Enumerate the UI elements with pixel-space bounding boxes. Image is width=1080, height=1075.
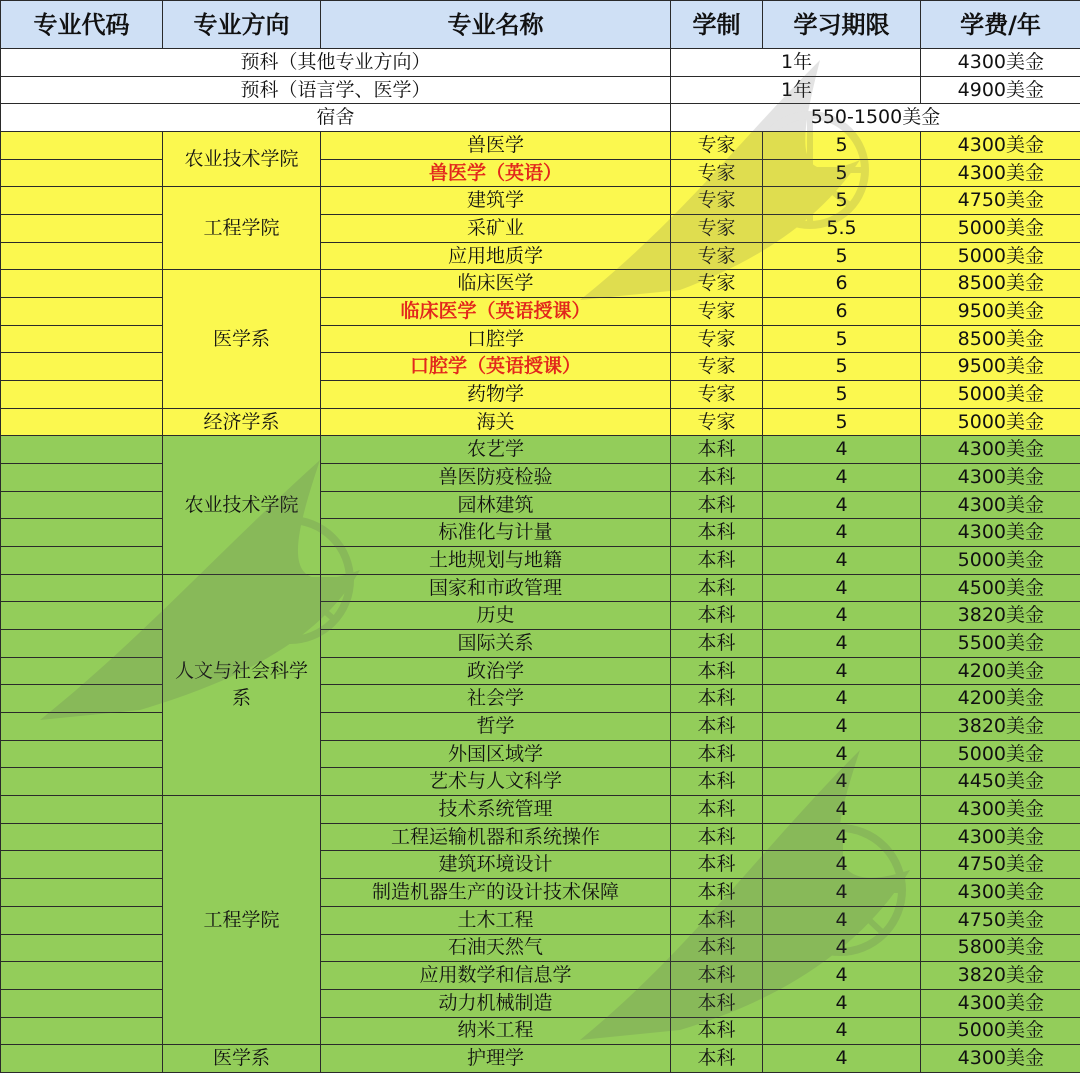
- fee-cell: 4300美金: [921, 464, 1080, 492]
- table-row: [1, 353, 1080, 381]
- fee-cell: 4750美金: [921, 851, 1080, 879]
- degree-cell: 本科: [671, 823, 763, 851]
- major-code-cell: [1, 823, 163, 851]
- table-row: [1, 630, 1080, 658]
- fee-cell: 3820美金: [921, 602, 1080, 630]
- table-row: [1, 325, 1080, 353]
- table-row: [1, 159, 1080, 187]
- prep-fee: 4900美金: [921, 76, 1080, 104]
- years-cell: 4: [763, 1045, 921, 1073]
- table-row: [1, 989, 1080, 1017]
- degree-cell: 本科: [671, 547, 763, 575]
- degree-cell: 本科: [671, 491, 763, 519]
- prep-period: 1年: [671, 76, 921, 104]
- major-name-cell: 口腔学（英语授课）: [321, 353, 671, 381]
- years-cell: 4: [763, 740, 921, 768]
- years-cell: 4: [763, 1017, 921, 1045]
- years-cell: 5: [763, 325, 921, 353]
- years-cell: 5: [763, 353, 921, 381]
- years-cell: 4: [763, 879, 921, 907]
- major-code-cell: [1, 270, 163, 298]
- major-name-cell: 应用数学和信息学: [321, 962, 671, 990]
- prep-name: 预科（语言学、医学）: [1, 76, 671, 104]
- degree-cell: 本科: [671, 685, 763, 713]
- table-row: [1, 768, 1080, 796]
- dept-cell: 工程学院: [163, 187, 321, 270]
- major-code-cell: [1, 1017, 163, 1045]
- table-row: [1, 906, 1080, 934]
- major-code-cell: [1, 989, 163, 1017]
- dorm-price: 550-1500美金: [671, 104, 1080, 132]
- prep-fee: 4300美金: [921, 49, 1080, 77]
- degree-cell: 本科: [671, 906, 763, 934]
- major-code-cell: [1, 519, 163, 547]
- fee-cell: 3820美金: [921, 962, 1080, 990]
- dept-cell: 医学系: [163, 1045, 321, 1073]
- years-cell: 5: [763, 381, 921, 409]
- major-name-cell: 国家和市政管理: [321, 574, 671, 602]
- major-name-cell: 临床医学: [321, 270, 671, 298]
- fee-cell: 4300美金: [921, 132, 1080, 160]
- major-code-cell: [1, 491, 163, 519]
- degree-cell: 本科: [671, 436, 763, 464]
- major-code-cell: [1, 740, 163, 768]
- dept-cell: 经济学系: [163, 408, 321, 436]
- table-row: [1, 132, 1080, 160]
- major-code-cell: [1, 906, 163, 934]
- major-code-cell: [1, 325, 163, 353]
- table-row: [1, 879, 1080, 907]
- years-cell: 5: [763, 132, 921, 160]
- years-cell: 4: [763, 768, 921, 796]
- degree-cell: 专家: [671, 159, 763, 187]
- years-cell: 4: [763, 851, 921, 879]
- degree-cell: 专家: [671, 298, 763, 326]
- table-row: [1, 436, 1080, 464]
- degree-cell: 专家: [671, 353, 763, 381]
- dept-cell: 人文与社会科学系: [163, 574, 321, 795]
- years-cell: 4: [763, 989, 921, 1017]
- major-name-cell: 哲学: [321, 713, 671, 741]
- fee-cell: 9500美金: [921, 353, 1080, 381]
- major-code-cell: [1, 353, 163, 381]
- years-cell: 5: [763, 408, 921, 436]
- years-cell: 5.5: [763, 215, 921, 243]
- table-row: [1, 1017, 1080, 1045]
- table-row: [1, 215, 1080, 243]
- fee-cell: 5000美金: [921, 215, 1080, 243]
- major-name-cell: 土木工程: [321, 906, 671, 934]
- major-name-cell: 采矿业: [321, 215, 671, 243]
- table-row: [1, 685, 1080, 713]
- degree-cell: 专家: [671, 325, 763, 353]
- table-row: [1, 1045, 1080, 1073]
- dept-cell: 医学系: [163, 270, 321, 408]
- degree-cell: 专家: [671, 408, 763, 436]
- header-major-name: 专业名称: [321, 1, 671, 49]
- degree-cell: 本科: [671, 796, 763, 824]
- major-name-cell: 海关: [321, 408, 671, 436]
- major-name-cell: 建筑学: [321, 187, 671, 215]
- years-cell: 4: [763, 491, 921, 519]
- header-major-direction: 专业方向: [163, 1, 321, 49]
- major-code-cell: [1, 934, 163, 962]
- major-name-cell: 外国区域学: [321, 740, 671, 768]
- major-name-cell: 政治学: [321, 657, 671, 685]
- major-code-cell: [1, 381, 163, 409]
- fee-cell: 4200美金: [921, 685, 1080, 713]
- fee-cell: 4300美金: [921, 879, 1080, 907]
- years-cell: 6: [763, 270, 921, 298]
- degree-cell: 专家: [671, 270, 763, 298]
- major-name-cell: 兽医学（英语）: [321, 159, 671, 187]
- degree-cell: 专家: [671, 381, 763, 409]
- major-name-cell: 建筑环境设计: [321, 851, 671, 879]
- fee-cell: 5000美金: [921, 547, 1080, 575]
- major-code-cell: [1, 713, 163, 741]
- fee-cell: 4300美金: [921, 491, 1080, 519]
- table-row: [1, 657, 1080, 685]
- table-row: [1, 242, 1080, 270]
- major-name-cell: 技术系统管理: [321, 796, 671, 824]
- major-code-cell: [1, 408, 163, 436]
- table-row: [1, 547, 1080, 575]
- dorm-row: [1, 104, 1080, 132]
- major-code-cell: [1, 436, 163, 464]
- fee-cell: 4750美金: [921, 906, 1080, 934]
- major-code-cell: [1, 685, 163, 713]
- years-cell: 4: [763, 602, 921, 630]
- fee-cell: 4200美金: [921, 657, 1080, 685]
- major-name-cell: 应用地质学: [321, 242, 671, 270]
- major-name-cell: 国际关系: [321, 630, 671, 658]
- fee-cell: 5000美金: [921, 740, 1080, 768]
- fee-cell: 4300美金: [921, 796, 1080, 824]
- years-cell: 5: [763, 187, 921, 215]
- fee-cell: 9500美金: [921, 298, 1080, 326]
- degree-cell: 本科: [671, 1045, 763, 1073]
- fee-cell: 3820美金: [921, 713, 1080, 741]
- major-code-cell: [1, 796, 163, 824]
- table-row: [1, 519, 1080, 547]
- prep-row: [1, 49, 1080, 77]
- degree-cell: 本科: [671, 602, 763, 630]
- years-cell: 4: [763, 630, 921, 658]
- fee-cell: 4300美金: [921, 519, 1080, 547]
- major-code-cell: [1, 298, 163, 326]
- fee-cell: 4300美金: [921, 159, 1080, 187]
- degree-cell: 本科: [671, 657, 763, 685]
- header-degree: 学制: [671, 1, 763, 49]
- degree-cell: 专家: [671, 187, 763, 215]
- major-name-cell: 兽医防疫检验: [321, 464, 671, 492]
- major-code-cell: [1, 215, 163, 243]
- table-row: [1, 464, 1080, 492]
- dept-cell: 农业技术学院: [163, 436, 321, 574]
- fee-cell: 5000美金: [921, 381, 1080, 409]
- table-row: [1, 602, 1080, 630]
- table-row: [1, 187, 1080, 215]
- degree-cell: 本科: [671, 879, 763, 907]
- table-row: [1, 796, 1080, 824]
- years-cell: 4: [763, 906, 921, 934]
- major-code-cell: [1, 962, 163, 990]
- major-code-cell: [1, 851, 163, 879]
- degree-cell: 专家: [671, 215, 763, 243]
- years-cell: 4: [763, 796, 921, 824]
- table-row: [1, 408, 1080, 436]
- major-code-cell: [1, 159, 163, 187]
- table-row: [1, 851, 1080, 879]
- fee-cell: 5500美金: [921, 630, 1080, 658]
- major-name-cell: 历史: [321, 602, 671, 630]
- major-name-cell: 社会学: [321, 685, 671, 713]
- major-name-cell: 工程运输机器和系统操作: [321, 823, 671, 851]
- table-row: [1, 298, 1080, 326]
- degree-cell: 本科: [671, 574, 763, 602]
- dept-cell: 农业技术学院: [163, 132, 321, 187]
- fee-cell: 5800美金: [921, 934, 1080, 962]
- fee-cell: 5000美金: [921, 408, 1080, 436]
- fee-cell: 4300美金: [921, 989, 1080, 1017]
- major-code-cell: [1, 547, 163, 575]
- header-study-period: 学习期限: [763, 1, 921, 49]
- major-code-cell: [1, 602, 163, 630]
- prep-row: [1, 76, 1080, 104]
- major-code-cell: [1, 879, 163, 907]
- fee-cell: 4450美金: [921, 768, 1080, 796]
- years-cell: 4: [763, 823, 921, 851]
- years-cell: 4: [763, 464, 921, 492]
- years-cell: 4: [763, 547, 921, 575]
- years-cell: 4: [763, 685, 921, 713]
- major-name-cell: 兽医学: [321, 132, 671, 160]
- fee-cell: 4300美金: [921, 436, 1080, 464]
- major-name-cell: 土地规划与地籍: [321, 547, 671, 575]
- major-code-cell: [1, 132, 163, 160]
- fee-cell: 4300美金: [921, 823, 1080, 851]
- major-name-cell: 临床医学（英语授课）: [321, 298, 671, 326]
- degree-cell: 本科: [671, 768, 763, 796]
- degree-cell: 本科: [671, 740, 763, 768]
- table-row: [1, 381, 1080, 409]
- major-code-cell: [1, 630, 163, 658]
- degree-cell: 本科: [671, 962, 763, 990]
- major-name-cell: 制造机器生产的设计技术保障: [321, 879, 671, 907]
- degree-cell: 专家: [671, 132, 763, 160]
- prep-name: 预科（其他专业方向）: [1, 49, 671, 77]
- table-row: [1, 962, 1080, 990]
- table-row: [1, 713, 1080, 741]
- major-code-cell: [1, 187, 163, 215]
- major-name-cell: 艺术与人文科学: [321, 768, 671, 796]
- degree-cell: 本科: [671, 989, 763, 1017]
- major-code-cell: [1, 1045, 163, 1073]
- header-tuition: 学费/年: [921, 1, 1080, 49]
- fee-cell: 4750美金: [921, 187, 1080, 215]
- major-name-cell: 石油天然气: [321, 934, 671, 962]
- header-major-code: 专业代码: [1, 1, 163, 49]
- years-cell: 4: [763, 934, 921, 962]
- fee-cell: 4500美金: [921, 574, 1080, 602]
- degree-cell: 本科: [671, 519, 763, 547]
- major-name-cell: 药物学: [321, 381, 671, 409]
- major-code-cell: [1, 574, 163, 602]
- degree-cell: 本科: [671, 464, 763, 492]
- fee-cell: 5000美金: [921, 1017, 1080, 1045]
- years-cell: 4: [763, 574, 921, 602]
- major-code-cell: [1, 242, 163, 270]
- years-cell: 6: [763, 298, 921, 326]
- table-row: [1, 823, 1080, 851]
- major-code-cell: [1, 768, 163, 796]
- years-cell: 4: [763, 436, 921, 464]
- table-row: [1, 934, 1080, 962]
- major-name-cell: 动力机械制造: [321, 989, 671, 1017]
- years-cell: 4: [763, 713, 921, 741]
- fee-cell: 8500美金: [921, 325, 1080, 353]
- prep-period: 1年: [671, 49, 921, 77]
- major-code-cell: [1, 464, 163, 492]
- years-cell: 4: [763, 519, 921, 547]
- table-row: [1, 574, 1080, 602]
- years-cell: 5: [763, 159, 921, 187]
- major-code-cell: [1, 657, 163, 685]
- degree-cell: 本科: [671, 934, 763, 962]
- dept-cell: 工程学院: [163, 796, 321, 1045]
- table-row: [1, 740, 1080, 768]
- major-name-cell: 口腔学: [321, 325, 671, 353]
- years-cell: 4: [763, 657, 921, 685]
- fee-cell: 4300美金: [921, 1045, 1080, 1073]
- dorm-label: 宿舍: [1, 104, 671, 132]
- major-name-cell: 园林建筑: [321, 491, 671, 519]
- degree-cell: 本科: [671, 1017, 763, 1045]
- years-cell: 4: [763, 962, 921, 990]
- fee-cell: 5000美金: [921, 242, 1080, 270]
- degree-cell: 本科: [671, 713, 763, 741]
- fee-cell: 8500美金: [921, 270, 1080, 298]
- major-name-cell: 纳米工程: [321, 1017, 671, 1045]
- table-row: [1, 270, 1080, 298]
- major-name-cell: 农艺学: [321, 436, 671, 464]
- major-name-cell: 标准化与计量: [321, 519, 671, 547]
- degree-cell: 专家: [671, 242, 763, 270]
- degree-cell: 本科: [671, 630, 763, 658]
- degree-cell: 本科: [671, 851, 763, 879]
- table-row: [1, 491, 1080, 519]
- years-cell: 5: [763, 242, 921, 270]
- major-name-cell: 护理学: [321, 1045, 671, 1073]
